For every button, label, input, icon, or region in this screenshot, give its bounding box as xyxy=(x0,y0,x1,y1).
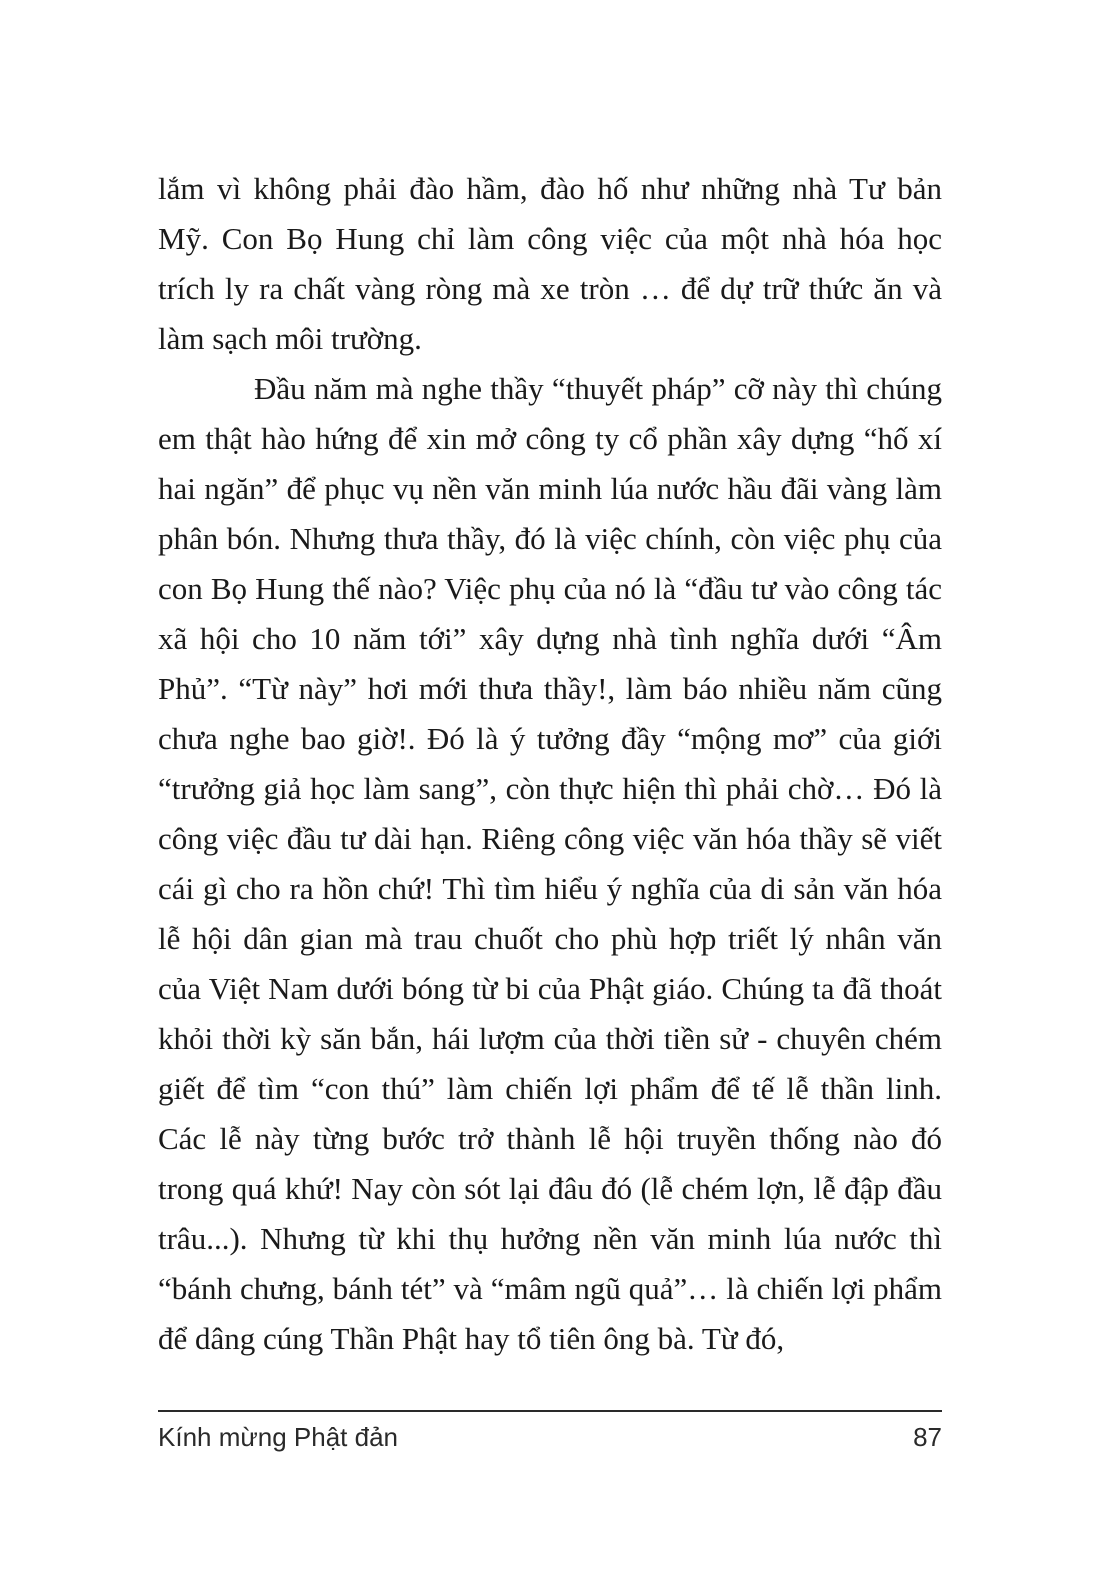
footer-rule xyxy=(158,1410,942,1412)
body-text xyxy=(158,164,942,1364)
page-footer xyxy=(158,1420,942,1454)
paragraph-1: lắm vì không phải đào hầm, đào hố như những nhà Tư bản Mỹ. Con Bọ Hung chỉ làm công việc của một nhà hóa học trích ly ra chất vàng ròng mà xe tròn … để dự trữ thức ăn và làm sạch môi trường. xyxy=(158,171,942,356)
running-title: Kính mừng Phật đản xyxy=(158,1422,399,1452)
paragraph-2: Đầu năm mà nghe thầy “thuyết pháp” cỡ này thì chúng em thật hào hứng để xin mở công ty cổ phần xây dựng “hố xí hai ngăn” để phục vụ nền văn minh lúa nước hầu đãi vàng làm phân bón. Nhưng thưa thầy, đó là việc chính, còn việc phụ của con Bọ Hung thế nào? Việc phụ của nó là “đầu tư vào công tác xã hội cho 10 năm tới” xây dựng nhà tình nghĩa dưới “Âm Phủ”. “Từ này” hơi mới thưa thầy!, làm báo nhiều năm cũng chưa nghe bao giờ!. Đó là ý tưởng đầy “mộng mơ” của giới “trưởng giả học làm sang”, còn thực hiện thì phải chờ… Đó là công việc đầu tư dài hạn. Riêng công việc văn hóa thầy sẽ viết cái gì cho ra hồn chứ! Thì tìm hiểu ý nghĩa của di sản văn hóa lễ hội dân gian mà trau chuốt cho phù hợp triết lý nhân văn của Việt Nam dưới bóng từ bi của Phật giáo. Chúng ta đã thoát khỏi thời kỳ săn bắn, hái lượm của thời tiền sử - chuyên chém giết để tìm “con thú” làm chiến lợi phẩm để tế lễ thần linh. Các lễ này từng bước trở thành lễ hội truyền thống nào đó trong quá khứ! Nay còn sót lại đâu đó (lễ chém lợn, lễ đập đầu trâu...). Nhưng từ khi thụ hưởng nền văn minh lúa nước thì “bánh chưng, bánh tét” và “mâm ngũ quả”… là chiến lợi phẩm để dâng cúng Thần Phật hay tổ tiên ông bà. Từ đó, xyxy=(158,371,942,1356)
page-number: 87 xyxy=(913,1422,942,1452)
